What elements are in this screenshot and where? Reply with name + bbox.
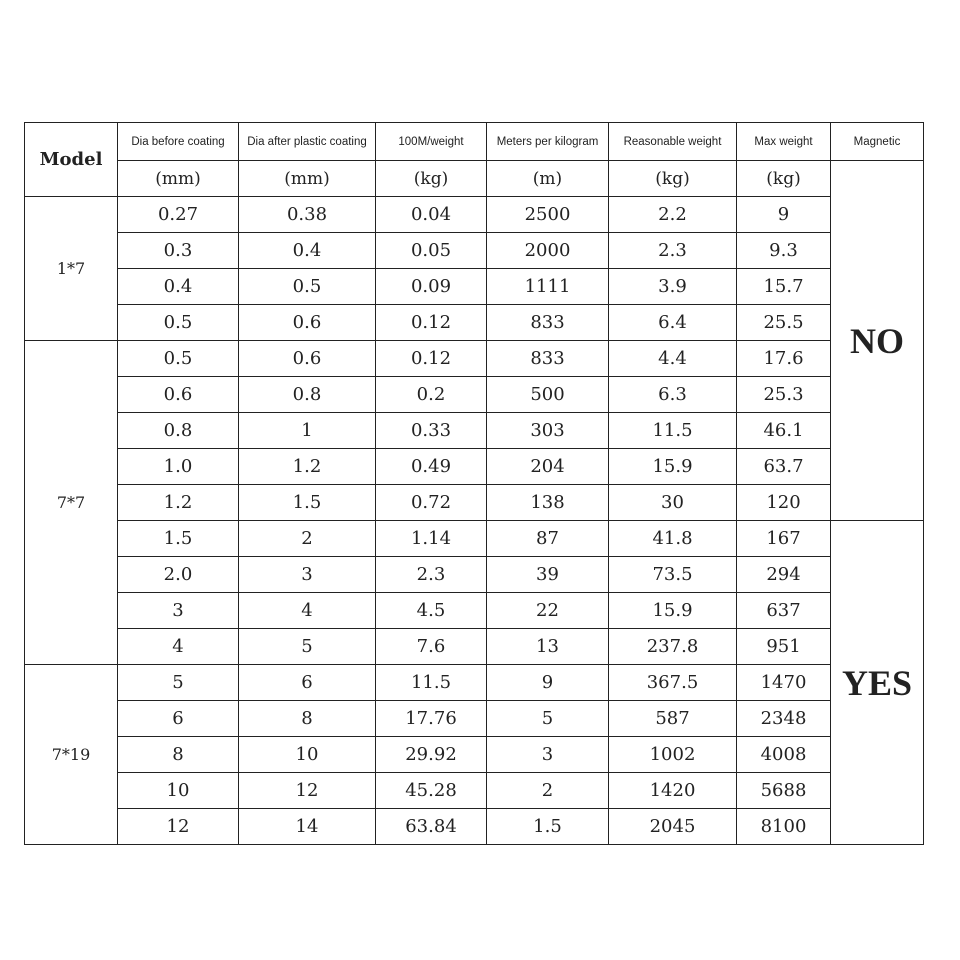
unit-cell: (kg): [609, 161, 737, 197]
value-cell: 4: [118, 629, 239, 665]
unit-row: [25, 161, 924, 197]
value-cell: 1.5: [487, 809, 609, 845]
value-cell: 637: [737, 593, 831, 629]
value-cell: 4: [239, 593, 376, 629]
table-row: [25, 485, 924, 521]
model-cell: 7*7: [25, 341, 118, 665]
value-cell: 5: [487, 701, 609, 737]
value-cell: 833: [487, 341, 609, 377]
table-row: [25, 665, 924, 701]
value-cell: 167: [737, 521, 831, 557]
value-cell: 2: [487, 773, 609, 809]
value-cell: 120: [737, 485, 831, 521]
table-row: [25, 197, 924, 233]
col-header: Max weight: [737, 123, 831, 161]
table-row: [25, 305, 924, 341]
value-cell: 15.9: [609, 593, 737, 629]
value-cell: 63.7: [737, 449, 831, 485]
value-cell: 9: [737, 197, 831, 233]
value-cell: 1420: [609, 773, 737, 809]
header-row: [25, 123, 924, 161]
table-row: [25, 773, 924, 809]
value-cell: 0.6: [239, 341, 376, 377]
unit-cell: (mm): [118, 161, 239, 197]
value-cell: 2348: [737, 701, 831, 737]
value-cell: 500: [487, 377, 609, 413]
value-cell: 303: [487, 413, 609, 449]
value-cell: 0.09: [376, 269, 487, 305]
value-cell: 2.0: [118, 557, 239, 593]
value-cell: 0.8: [239, 377, 376, 413]
value-cell: 0.8: [118, 413, 239, 449]
value-cell: 0.2: [376, 377, 487, 413]
value-cell: 73.5: [609, 557, 737, 593]
value-cell: 0.6: [118, 377, 239, 413]
value-cell: 1470: [737, 665, 831, 701]
value-cell: 2.3: [609, 233, 737, 269]
value-cell: 367.5: [609, 665, 737, 701]
value-cell: 41.8: [609, 521, 737, 557]
value-cell: 30: [609, 485, 737, 521]
value-cell: 8: [239, 701, 376, 737]
value-cell: 833: [487, 305, 609, 341]
unit-cell: (kg): [376, 161, 487, 197]
value-cell: 8: [118, 737, 239, 773]
value-cell: 2500: [487, 197, 609, 233]
value-cell: 0.4: [118, 269, 239, 305]
col-header: Reasonable weight: [609, 123, 737, 161]
value-cell: 2.2: [609, 197, 737, 233]
model-cell: 1*7: [25, 197, 118, 341]
value-cell: 17.6: [737, 341, 831, 377]
value-cell: 0.49: [376, 449, 487, 485]
value-cell: 1002: [609, 737, 737, 773]
value-cell: 12: [118, 809, 239, 845]
table-row: [25, 341, 924, 377]
value-cell: 11.5: [376, 665, 487, 701]
table-row: [25, 737, 924, 773]
value-cell: 15.9: [609, 449, 737, 485]
value-cell: 6.4: [609, 305, 737, 341]
value-cell: 25.3: [737, 377, 831, 413]
value-cell: 5: [118, 665, 239, 701]
table-row: [25, 269, 924, 305]
col-header: Magnetic: [831, 123, 924, 161]
value-cell: 10: [239, 737, 376, 773]
value-cell: 6.3: [609, 377, 737, 413]
value-cell: 17.76: [376, 701, 487, 737]
value-cell: 2: [239, 521, 376, 557]
value-cell: 1.14: [376, 521, 487, 557]
value-cell: 39: [487, 557, 609, 593]
magnetic-cell: NO: [831, 161, 924, 521]
value-cell: 4.4: [609, 341, 737, 377]
value-cell: 1111: [487, 269, 609, 305]
table-row: [25, 593, 924, 629]
value-cell: 0.6: [239, 305, 376, 341]
value-cell: 15.7: [737, 269, 831, 305]
table-row: [25, 557, 924, 593]
col-header: Dia after plastic coating: [239, 123, 376, 161]
value-cell: 0.33: [376, 413, 487, 449]
magnetic-cell: YES: [831, 521, 924, 845]
value-cell: 45.28: [376, 773, 487, 809]
table-row: [25, 377, 924, 413]
unit-cell: (mm): [239, 161, 376, 197]
value-cell: 7.6: [376, 629, 487, 665]
value-cell: 0.5: [239, 269, 376, 305]
unit-cell: (kg): [737, 161, 831, 197]
value-cell: 2.3: [376, 557, 487, 593]
value-cell: 3.9: [609, 269, 737, 305]
value-cell: 8100: [737, 809, 831, 845]
value-cell: 46.1: [737, 413, 831, 449]
value-cell: 0.12: [376, 305, 487, 341]
value-cell: 0.5: [118, 341, 239, 377]
value-cell: 6: [239, 665, 376, 701]
value-cell: 0.38: [239, 197, 376, 233]
value-cell: 2045: [609, 809, 737, 845]
table-row: [25, 629, 924, 665]
value-cell: 1: [239, 413, 376, 449]
value-cell: 3: [239, 557, 376, 593]
value-cell: 25.5: [737, 305, 831, 341]
value-cell: 5688: [737, 773, 831, 809]
value-cell: 1.5: [239, 485, 376, 521]
value-cell: 0.5: [118, 305, 239, 341]
value-cell: 4008: [737, 737, 831, 773]
value-cell: 3: [118, 593, 239, 629]
value-cell: 237.8: [609, 629, 737, 665]
value-cell: 87: [487, 521, 609, 557]
value-cell: 0.4: [239, 233, 376, 269]
value-cell: 2000: [487, 233, 609, 269]
table-row: [25, 413, 924, 449]
value-cell: 951: [737, 629, 831, 665]
value-cell: 9: [487, 665, 609, 701]
col-header: Dia before coating: [118, 123, 239, 161]
value-cell: 13: [487, 629, 609, 665]
value-cell: 11.5: [609, 413, 737, 449]
unit-cell: (m): [487, 161, 609, 197]
table-row: [25, 233, 924, 269]
value-cell: 29.92: [376, 737, 487, 773]
table-row: [25, 521, 924, 557]
value-cell: 3: [487, 737, 609, 773]
value-cell: 63.84: [376, 809, 487, 845]
value-cell: 138: [487, 485, 609, 521]
value-cell: 4.5: [376, 593, 487, 629]
value-cell: 12: [239, 773, 376, 809]
value-cell: 5: [239, 629, 376, 665]
value-cell: 0.3: [118, 233, 239, 269]
value-cell: 1.5: [118, 521, 239, 557]
value-cell: 0.05: [376, 233, 487, 269]
value-cell: 204: [487, 449, 609, 485]
model-cell: 7*19: [25, 665, 118, 845]
value-cell: 0.12: [376, 341, 487, 377]
value-cell: 14: [239, 809, 376, 845]
value-cell: 1.0: [118, 449, 239, 485]
value-cell: 587: [609, 701, 737, 737]
value-cell: 6: [118, 701, 239, 737]
table-row: [25, 701, 924, 737]
specification-table: [24, 122, 924, 845]
value-cell: 0.04: [376, 197, 487, 233]
col-header: Meters per kilogram: [487, 123, 609, 161]
value-cell: 1.2: [239, 449, 376, 485]
value-cell: 9.3: [737, 233, 831, 269]
value-cell: 0.72: [376, 485, 487, 521]
model-header: Model: [25, 123, 118, 197]
value-cell: 22: [487, 593, 609, 629]
value-cell: 294: [737, 557, 831, 593]
col-header: 100M/weight: [376, 123, 487, 161]
value-cell: 0.27: [118, 197, 239, 233]
table-row: [25, 449, 924, 485]
value-cell: 1.2: [118, 485, 239, 521]
value-cell: 10: [118, 773, 239, 809]
table-row: [25, 809, 924, 845]
